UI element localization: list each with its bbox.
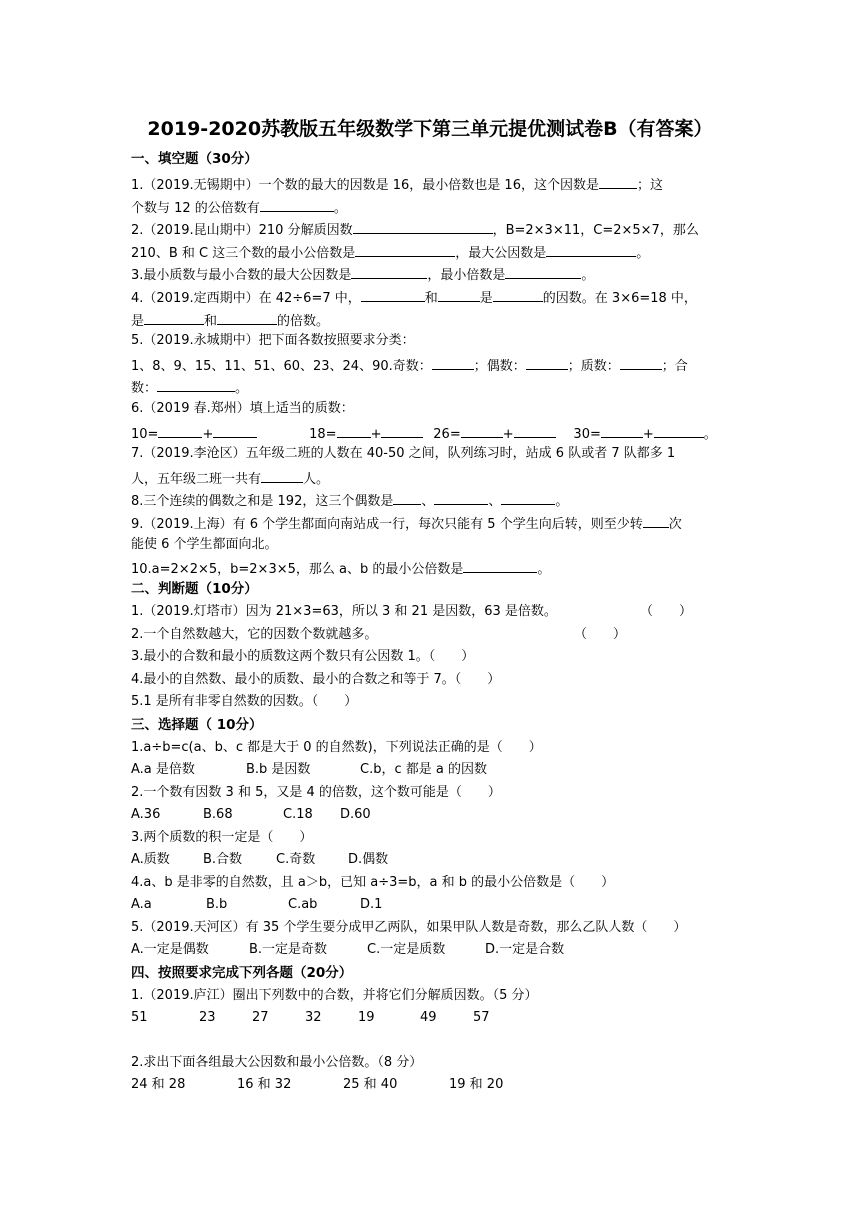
answer-blank[interactable] [260, 197, 334, 212]
choice-options-2 [131, 806, 371, 824]
section-3-heading: 三、选择题（ 10分） [131, 717, 263, 733]
answer-blank[interactable] [514, 423, 556, 438]
question-text: 。 [333, 201, 347, 216]
answer-paren[interactable]: （ ） [640, 604, 693, 619]
question-text: ，B=2×3×11，C=2×5×7，那么 [492, 223, 699, 238]
question-text: 3.最小质数与最小合数的最大公因数是 [131, 268, 352, 283]
answer-blank[interactable] [601, 423, 643, 438]
question-9-line-2: 能使 6 个学生都面向北。 [131, 537, 278, 552]
answer-blank[interactable] [361, 287, 425, 302]
question-text: 数： [131, 381, 158, 396]
option-c[interactable]: C.ab [288, 897, 318, 912]
answer-blank[interactable] [526, 355, 568, 370]
question-text: 人。 [303, 472, 330, 487]
answer-blank[interactable] [643, 513, 669, 528]
question-text: 、 [488, 494, 502, 509]
option-a[interactable]: A.a [131, 897, 152, 912]
section-1-heading: 一、填空题（30分） [131, 151, 258, 167]
answer-blank[interactable] [505, 264, 581, 279]
number-item[interactable]: 49 [420, 1010, 437, 1025]
question-5-line-2 [131, 355, 688, 376]
question-6-line-1: 6.（2019 春.郑州）填上适当的质数： [131, 401, 354, 416]
question-text: ；合 [661, 359, 688, 374]
option-c[interactable]: C.奇数 [276, 852, 316, 867]
answer-blank[interactable] [353, 219, 493, 234]
answer-blank[interactable] [654, 423, 704, 438]
plus-sign: + [502, 427, 514, 442]
answer-blank[interactable] [217, 310, 277, 325]
answer-blank[interactable] [493, 287, 543, 302]
question-text: 。 [703, 427, 717, 442]
choice-options-4 [131, 896, 382, 914]
number-group: 19 和 20 [449, 1077, 504, 1092]
prime-sum-item [573, 423, 716, 444]
number-item[interactable]: 27 [252, 1010, 269, 1025]
option-d[interactable]: D.1 [360, 897, 383, 912]
choice-options-3 [131, 851, 388, 869]
question-8 [131, 490, 568, 511]
answer-blank[interactable] [381, 423, 423, 438]
option-d[interactable]: D.一定是合数 [485, 942, 565, 957]
question-text: 和 [204, 314, 218, 329]
answer-blank[interactable] [438, 287, 480, 302]
choice-question-1: 1.a÷b=c(a、b、c 都是大于 0 的自然数)，下列说法正确的是（ ） [131, 740, 542, 755]
question-text: 和 [424, 291, 438, 306]
answer-blank[interactable] [463, 558, 537, 573]
question-text: ，最大公因数是 [455, 246, 547, 261]
prime-sum-item [309, 423, 429, 444]
option-b[interactable]: B.合数 [203, 852, 243, 867]
question-text: 的倍数。 [277, 314, 330, 329]
option-b[interactable]: B.b [206, 897, 228, 912]
number-group: 24 和 28 [131, 1077, 186, 1092]
answer-blank[interactable] [620, 355, 662, 370]
judgement-item-2: 2.一个自然数越大，它的因数个数就越多。 [131, 627, 378, 642]
answer-paren[interactable]: （ ） [574, 627, 627, 642]
question-text: 次 [668, 517, 682, 532]
plus-sign: + [202, 427, 214, 442]
choice-options-1 [131, 761, 487, 779]
number-item[interactable]: 51 [131, 1010, 148, 1025]
question-7-line-2 [131, 468, 329, 489]
answer-blank[interactable] [261, 468, 303, 483]
option-b[interactable]: B.b 是因数 [246, 762, 311, 777]
question-text: 人，五年级二班一共有 [131, 472, 262, 487]
answer-blank[interactable] [393, 490, 421, 505]
option-c[interactable]: C.一定是质数 [367, 942, 446, 957]
number-list [131, 1009, 490, 1027]
question-text: 8.三个连续的偶数之和是 192，这三个偶数是 [131, 494, 394, 509]
answer-blank[interactable] [158, 423, 202, 438]
question-text: 。 [537, 562, 551, 577]
answer-blank[interactable] [432, 355, 474, 370]
number-item[interactable]: 32 [305, 1010, 322, 1025]
answer-blank[interactable] [144, 310, 204, 325]
answer-blank[interactable] [355, 242, 455, 257]
option-c[interactable]: C.18 [283, 807, 313, 822]
judgement-item-4: 4.最小的自然数、最小的质数、最小的合数之和等于 7。（ ） [131, 672, 501, 687]
answer-blank[interactable] [337, 423, 371, 438]
question-text: 。 [555, 494, 569, 509]
question-text: 。 [581, 268, 595, 283]
question-text: 4.（2019.定西期中）在 42÷6=7 中， [131, 291, 361, 306]
question-text: 26= [433, 427, 461, 442]
answer-blank[interactable] [213, 423, 257, 438]
plus-sign: + [642, 427, 654, 442]
question-text: ；偶数： [473, 359, 526, 374]
answer-blank[interactable] [501, 490, 555, 505]
answer-blank[interactable] [434, 490, 488, 505]
question-text: 1.（2019.无锡期中）一个数的最大的因数是 16，最小倍数也是 16，这个因数是 [131, 178, 599, 193]
question-text: 30= [573, 427, 601, 442]
task-question-2: 2.求出下面各组最大公因数和最小公倍数。（8 分） [131, 1055, 423, 1070]
option-b[interactable]: B.68 [203, 807, 233, 822]
question-text: 9.（2019.上海）有 6 个学生都面向南站成一行，每次只能有 5 个学生向后转，则至少转 [131, 517, 643, 532]
question-text: 。 [636, 246, 650, 261]
question-text: 1、8、9、15、11、51、60、23、24、90.奇数： [131, 359, 432, 374]
judgement-item-5: 5.1 是所有非零自然数的因数。（ ） [131, 694, 358, 709]
option-d[interactable]: D.偶数 [348, 852, 389, 867]
question-text: 210、B 和 C 这三个数的最小公倍数是 [131, 246, 356, 261]
question-6-line-2 [131, 423, 717, 444]
task-question-1: 1.（2019.庐江）圈出下列数中的合数，并将它们分解质因数。（5 分） [131, 988, 538, 1003]
question-text: 是 [131, 314, 145, 329]
choice-options-5 [131, 941, 564, 959]
option-b[interactable]: B.一定是奇数 [249, 942, 328, 957]
number-item[interactable]: 19 [358, 1010, 375, 1025]
question-text: 18= [309, 427, 337, 442]
choice-question-4: 4.a、b 是非零的自然数，且 a＞b，已知 a÷3=b，a 和 b 的最小公倍数是（ ） [131, 875, 615, 890]
question-2-line-1 [131, 219, 699, 240]
question-5-line-1: 5.（2019.永城期中）把下面各数按照要求分类： [131, 333, 415, 348]
question-text: 是 [479, 291, 493, 306]
plus-sign: + [370, 427, 382, 442]
question-text: ，最小倍数是 [427, 268, 506, 283]
question-9-line-1 [131, 513, 682, 534]
prime-sum-item [131, 423, 305, 444]
answer-blank[interactable] [461, 423, 503, 438]
page-title: 2019-2020苏教版五年级数学下第三单元提优测试卷B（有答案） [147, 118, 713, 140]
question-4-line-2 [131, 310, 329, 331]
answer-blank[interactable] [546, 242, 636, 257]
question-text: ；质数： [567, 359, 620, 374]
question-text: 。 [235, 381, 249, 396]
number-groups [131, 1076, 503, 1094]
question-2-line-2 [131, 242, 649, 263]
option-a[interactable]: A.36 [131, 807, 161, 822]
option-a[interactable]: A.一定是偶数 [131, 942, 209, 957]
option-d[interactable]: D.60 [340, 807, 371, 822]
answer-blank[interactable] [599, 174, 637, 189]
judgement-item-1: 1.（2019.灯塔市）因为 21×3=63，所以 3 和 21 是因数，63 是倍数。 [131, 604, 557, 619]
question-text: ；这 [636, 178, 663, 193]
question-text: 、 [421, 494, 435, 509]
section-2-heading: 二、判断题（10分） [131, 581, 258, 597]
section-4-heading: 四、按照要求完成下列各题（20分） [131, 965, 353, 981]
question-text: 10= [131, 427, 159, 442]
choice-question-5: 5.（2019.天河区）有 35 个学生要分成甲乙两队，如果甲队人数是奇数，那么乙队人数（ ） [131, 920, 687, 935]
question-text: 2.（2019.昆山期中）210 分解质因数 [131, 223, 353, 238]
question-text: 10.a=2×2×5，b=2×3×5，那么 a、b 的最小公倍数是 [131, 562, 464, 577]
option-a[interactable]: A.质数 [131, 852, 170, 867]
question-10 [131, 558, 550, 579]
option-c[interactable]: C.b，c 都是 a 的因数 [360, 762, 487, 777]
question-3 [131, 264, 594, 285]
question-text: 的因数。在 3×6=18 中， [542, 291, 697, 306]
answer-blank[interactable] [351, 264, 427, 279]
question-5-line-3 [131, 377, 248, 398]
question-text: 个数与 12 的公倍数有 [131, 201, 260, 216]
judgement-item-3: 3.最小的合数和最小的质数这两个数只有公因数 1。（ ） [131, 649, 475, 664]
number-group: 25 和 40 [343, 1077, 398, 1092]
number-group: 16 和 32 [237, 1077, 292, 1092]
answer-blank[interactable] [157, 377, 235, 392]
choice-question-2: 2.一个数有因数 3 和 5，又是 4 的倍数，这个数可能是（ ） [131, 785, 501, 800]
number-item[interactable]: 57 [473, 1010, 490, 1025]
option-a[interactable]: A.a 是倍数 [131, 762, 195, 777]
question-4-line-1 [131, 287, 697, 308]
question-1-line-2 [131, 197, 347, 218]
choice-question-3: 3.两个质数的积一定是（ ） [131, 830, 313, 845]
question-7-line-1: 7.（2019.李沧区）五年级二班的人数在 40-50 之间，队列练习时，站成 6 队或者 7 队都多 1 [131, 446, 676, 461]
question-1-line-1 [131, 174, 663, 195]
prime-sum-item [433, 423, 569, 444]
number-item[interactable]: 23 [199, 1010, 216, 1025]
